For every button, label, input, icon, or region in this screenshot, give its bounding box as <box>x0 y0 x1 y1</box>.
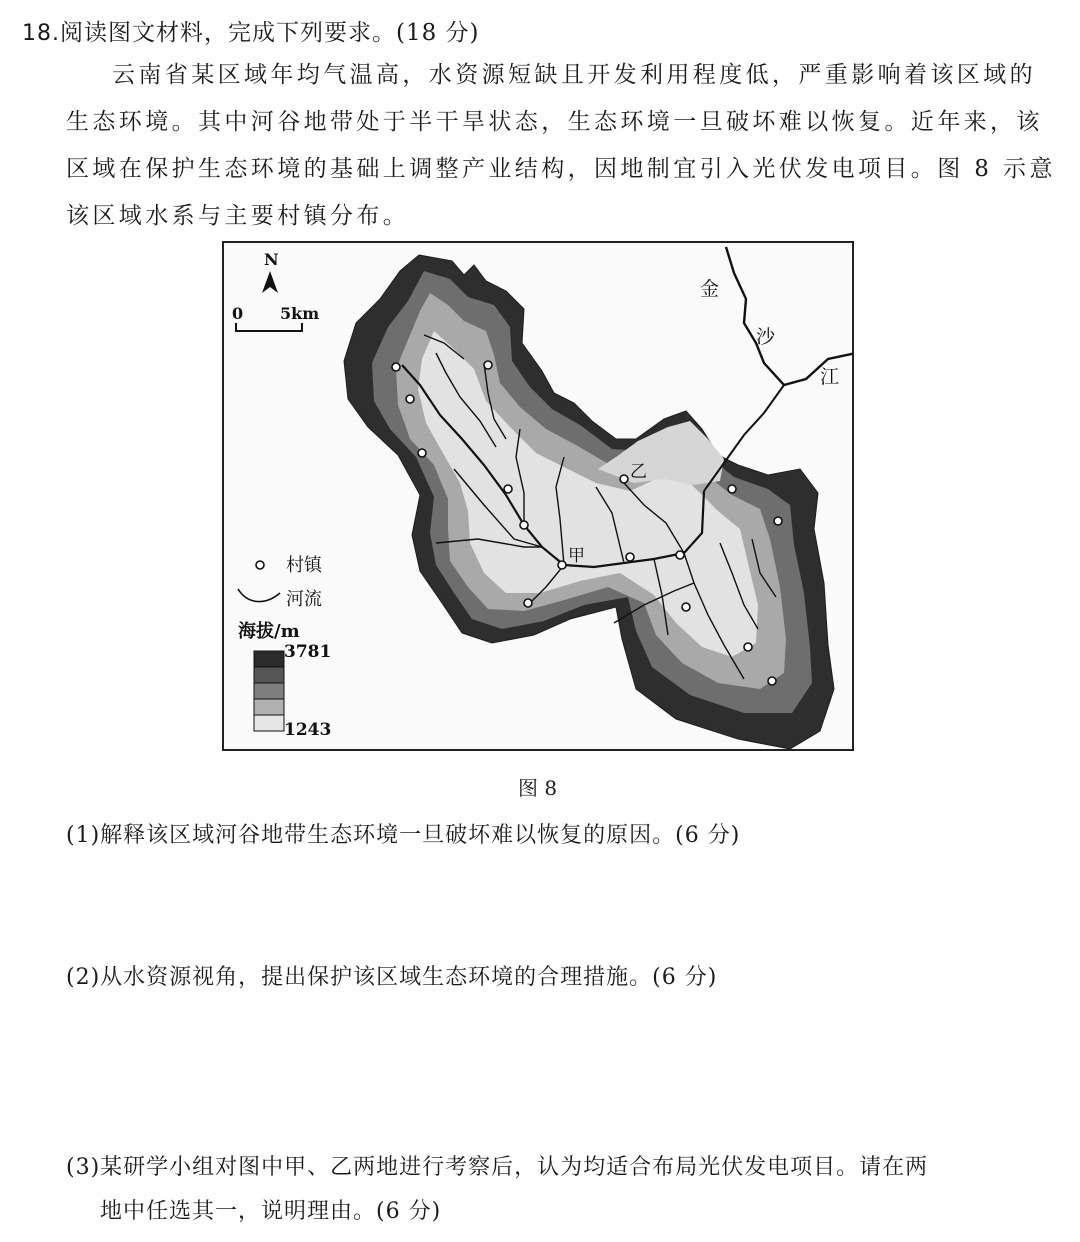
village-marker <box>524 599 532 607</box>
village-yi <box>620 475 628 483</box>
map-svg <box>224 243 854 751</box>
question-title <box>22 14 480 47</box>
village-marker <box>504 485 512 493</box>
elev-swatch-2 <box>254 667 284 683</box>
north-label: N <box>264 250 279 269</box>
village-marker <box>768 677 776 685</box>
river-char-jin: 金 <box>700 278 720 300</box>
village-marker <box>406 395 414 403</box>
question-prompt: 阅读图文材料，完成下列要求。(18 分) <box>60 20 480 46</box>
material-line-3: 区域在保护生态环境的基础上调整产业结构，因地制宜引入光伏发电项目。图 8 示意 <box>66 156 1056 182</box>
elev-swatch-3 <box>254 683 284 699</box>
village-marker <box>484 361 492 369</box>
village-marker <box>744 643 752 651</box>
legend-village-icon <box>256 561 264 569</box>
river-char-jiang: 江 <box>820 366 840 388</box>
figure-caption: 图 8 <box>518 776 558 800</box>
material-paragraph <box>66 52 1056 240</box>
subquestion-1: (1)解释该区域河谷地带生态环境一旦破坏难以恢复的原因。(6 分) <box>66 823 741 848</box>
material-line-4: 该区域水系与主要村镇分布。 <box>66 203 410 229</box>
material-line-2: 生态环境。其中河谷地带处于半干旱状态，生态环境一旦破坏难以恢复。近年来，该 <box>66 109 1043 135</box>
scale-zero: 0 <box>232 304 244 323</box>
village-marker <box>774 517 782 525</box>
elevation-colorbar <box>254 651 284 731</box>
jinsha-river <box>726 247 854 385</box>
village-marker <box>520 521 528 529</box>
scale-bar <box>232 304 319 331</box>
village-jia <box>558 561 566 569</box>
elev-swatch-1 <box>254 651 284 667</box>
label-yi: 乙 <box>630 462 647 482</box>
figure-8-map <box>222 241 854 751</box>
subquestion-2: (2)从水资源视角，提出保护该区域生态环境的合理措施。(6 分) <box>66 965 718 990</box>
village-marker <box>418 449 426 457</box>
scale-label: 5km <box>280 304 320 323</box>
subquestion-3: (3)某研学小组对图中甲、乙两地进行考察后，认为均适合布局光伏发电项目。请在两 <box>66 1155 929 1180</box>
village-marker <box>676 551 684 559</box>
village-marker <box>392 363 400 371</box>
legend-elev-title: 海拔/m <box>238 621 300 642</box>
river-char-sha: 沙 <box>756 326 776 348</box>
question-number: 18. <box>22 21 60 46</box>
village-marker <box>682 603 690 611</box>
legend-river-label: 河流 <box>286 589 322 610</box>
elev-swatch-4 <box>254 699 284 715</box>
material-line-1: 云南省某区域年均气温高，水资源短缺且开发利用程度低，严重影响着该区域的 <box>112 62 1036 88</box>
legend-elev-max: 3781 <box>284 642 332 662</box>
map-legend <box>238 555 331 740</box>
legend-river-icon <box>238 589 280 602</box>
legend-elev-min: 1243 <box>284 720 332 740</box>
elev-swatch-5 <box>254 715 284 731</box>
north-arrow-icon <box>262 250 279 293</box>
legend-village-label: 村镇 <box>286 555 322 576</box>
village-marker <box>626 553 634 561</box>
village-marker <box>728 485 736 493</box>
label-jia: 甲 <box>568 546 585 566</box>
subquestion-3-cont: 地中任选其一，说明理由。(6 分) <box>100 1199 442 1224</box>
